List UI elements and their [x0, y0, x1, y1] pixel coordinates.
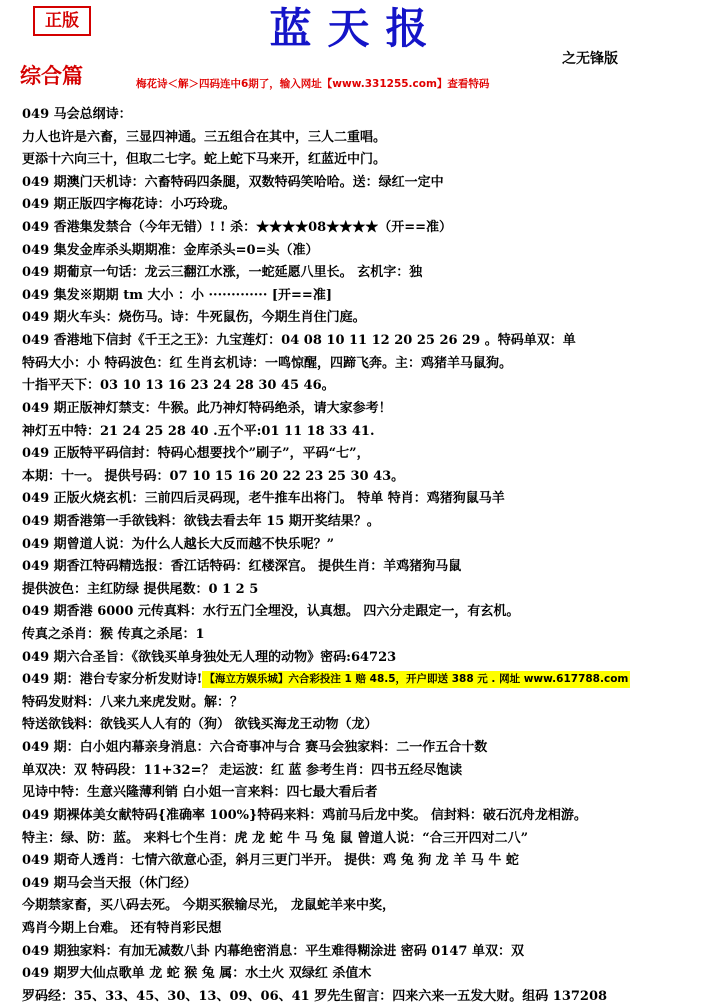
text-line: 049 期罗大仙点歌单 龙 蛇 猴 兔 属：水土火 双绿红 杀值木	[22, 966, 372, 982]
text-line: 049 期马会当天报（休门经）	[22, 875, 197, 891]
text-line: 049 香港地下信封《千王之王》：九宝莲灯：04 08 10 11 12 20 25 26 29 。特码单双：单	[22, 333, 576, 349]
text-line: 特送欲钱料：欲钱买人人有的（狗） 欲钱买海龙王动物（龙）	[22, 717, 378, 733]
newspaper-title: 蓝天报	[269, 4, 444, 53]
text-line: 今期禁家畜，买八码去死。 今期买猴输尽光， 龙鼠蛇羊来中奖，	[22, 898, 396, 914]
ad-line-prefix: 049 期：港台专家分析发财诗!	[22, 672, 203, 688]
text-line: 049 期六合圣旨：《欲钱买单身独处无人理的动物》密码:64723	[22, 649, 397, 665]
ad-line	[22, 669, 712, 692]
text-line: 鸡肖今期上台难。 还有特肖彩民想	[22, 920, 222, 936]
authentic-stamp: 正版	[33, 6, 91, 36]
text-line: 049 马会总纲诗：	[22, 107, 132, 122]
text-line: 049 期：白小姐内幕亲身消息：六合奇事冲与合 赛马会独家料：二一作五合十数	[22, 740, 488, 756]
text-line: 提供波色：主红防绿 提供尾数：0 1 2 5	[22, 581, 259, 597]
section-heading: 综合篇	[20, 64, 83, 88]
text-line: 049 香港集发禁合（今年无错）! ! 杀：★★★★08★★★★（开==准）	[22, 220, 453, 236]
text-line: 神灯五中特：21 24 25 28 40 .五个平:01 11 18 33 41.	[22, 423, 375, 439]
text-line: 罗码经：35、33、45、30、13、09、06、41 罗先生留言：四来六来一五发大财。组码 137208	[22, 988, 608, 1004]
text-line: 特主：绿、防：蓝。 来料七个生肖：虎 龙 蛇 牛 马 兔 鼠 曾道人说：“合三开四对二八”	[22, 830, 529, 846]
content-body	[22, 104, 712, 1008]
casino-ad-banner[interactable]: 【海立方娱乐城】六合彩投注 1 赔 48.5，开户即送 388 元 . 网址 www.617788.com	[202, 671, 630, 688]
text-line: 更添十六向三十，但取二七字。蛇上蛇下马来开，红蓝近中门。	[22, 152, 387, 168]
text-line: 049 正版火烧玄机：三前四后灵码现，老牛推车出将门。 特单 特肖：鸡猪狗鼠马羊	[22, 491, 505, 507]
text-line: 049 集发※期期 tm 大小 ：小 ············· [开==准]	[22, 287, 332, 303]
text-line: 049 期香港第一手欲钱料：欲钱去看去年 15 期开奖结果？。	[22, 513, 380, 529]
text-line: 049 期奇人透肖：七情六欲意心歪，斜月三更门半开。 提供：鸡 兔 狗 龙 羊 马 牛 蛇	[22, 853, 519, 869]
text-line: 传真之杀肖：猴 传真之杀尾：1	[22, 627, 205, 643]
text-line: 049 期澳门天机诗：六畜特码四条腿，双数特码笑哈哈。送：绿红一定中	[22, 174, 444, 190]
text-line: 049 集发金库杀头期期准：金库杀头=0=头（准）	[22, 242, 319, 258]
text-line: 特码大小：小 特码波色：红 生肖玄机诗：一鸣惊醒，四蹄飞奔。主：鸡猪羊马鼠狗。	[22, 355, 513, 371]
text-line: 049 期香江特码精选报：香江话特码：红楼深宫。 提供生肖：羊鸡猪狗马鼠	[22, 559, 462, 575]
text-line: 特码发财料：八来九来虎发财。解：？	[22, 694, 244, 710]
text-line: 049 期正版神灯禁支：牛猴。此乃神灯特码绝杀，请大家参考！	[22, 400, 392, 416]
text-line: 049 期火车头：烧伤马。诗：牛死鼠伤，今期生肖住门庭。	[22, 310, 366, 326]
text-line: 单双决：双 特码段：11+32=？ 走运波：红 蓝 参考生肖：四书五经尽饱读	[22, 762, 463, 778]
text-line: 049 期葡京一句话：龙云三翻江水涨，一蛇延愿八里长。 玄机字：独	[22, 265, 423, 281]
text-line: 049 期裸体美女献特码{准确率 100%}特码来料：鸡前马后龙中奖。 信封料：破石沉舟龙相游。	[22, 807, 587, 823]
text-line: 力人也许是六畜，三显四神通。三五组合在其中，三人二重唱。	[22, 129, 387, 145]
text-line: 049 期正版四字梅花诗：小巧玲珑。	[22, 197, 236, 213]
text-line: 049 正版特平码信封：特码心想要找个”刷子”，平码“七”，	[22, 446, 370, 462]
text-line: 见诗中特：生意兴隆薄利销 白小姐一言来料：四七最大看后者	[22, 785, 378, 801]
notice-banner: 梅花诗＜解＞四码连中6期了，输入网址【www.331255.com】查看特码	[136, 78, 490, 90]
text-line: 十指平天下：03 10 13 16 23 24 28 30 45 46。	[22, 378, 335, 394]
text-line: 本期：十一。 提供号码：07 10 15 16 20 22 23 25 30 43。	[22, 468, 405, 484]
edition-label: 之无锋版	[562, 51, 618, 67]
text-line: 049 期独家料：有加无减数八卦 内幕绝密消息：平生难得糊涂进 密码 0147 单双：双	[22, 943, 524, 959]
text-line: 049 期曾道人说：为什么人越长大反而越不快乐呢？”	[22, 536, 335, 552]
text-line: 049 期香港 6000 元传真料：水行五门全埋没，认真想。 四六分走跟定一，有玄机。	[22, 604, 520, 620]
